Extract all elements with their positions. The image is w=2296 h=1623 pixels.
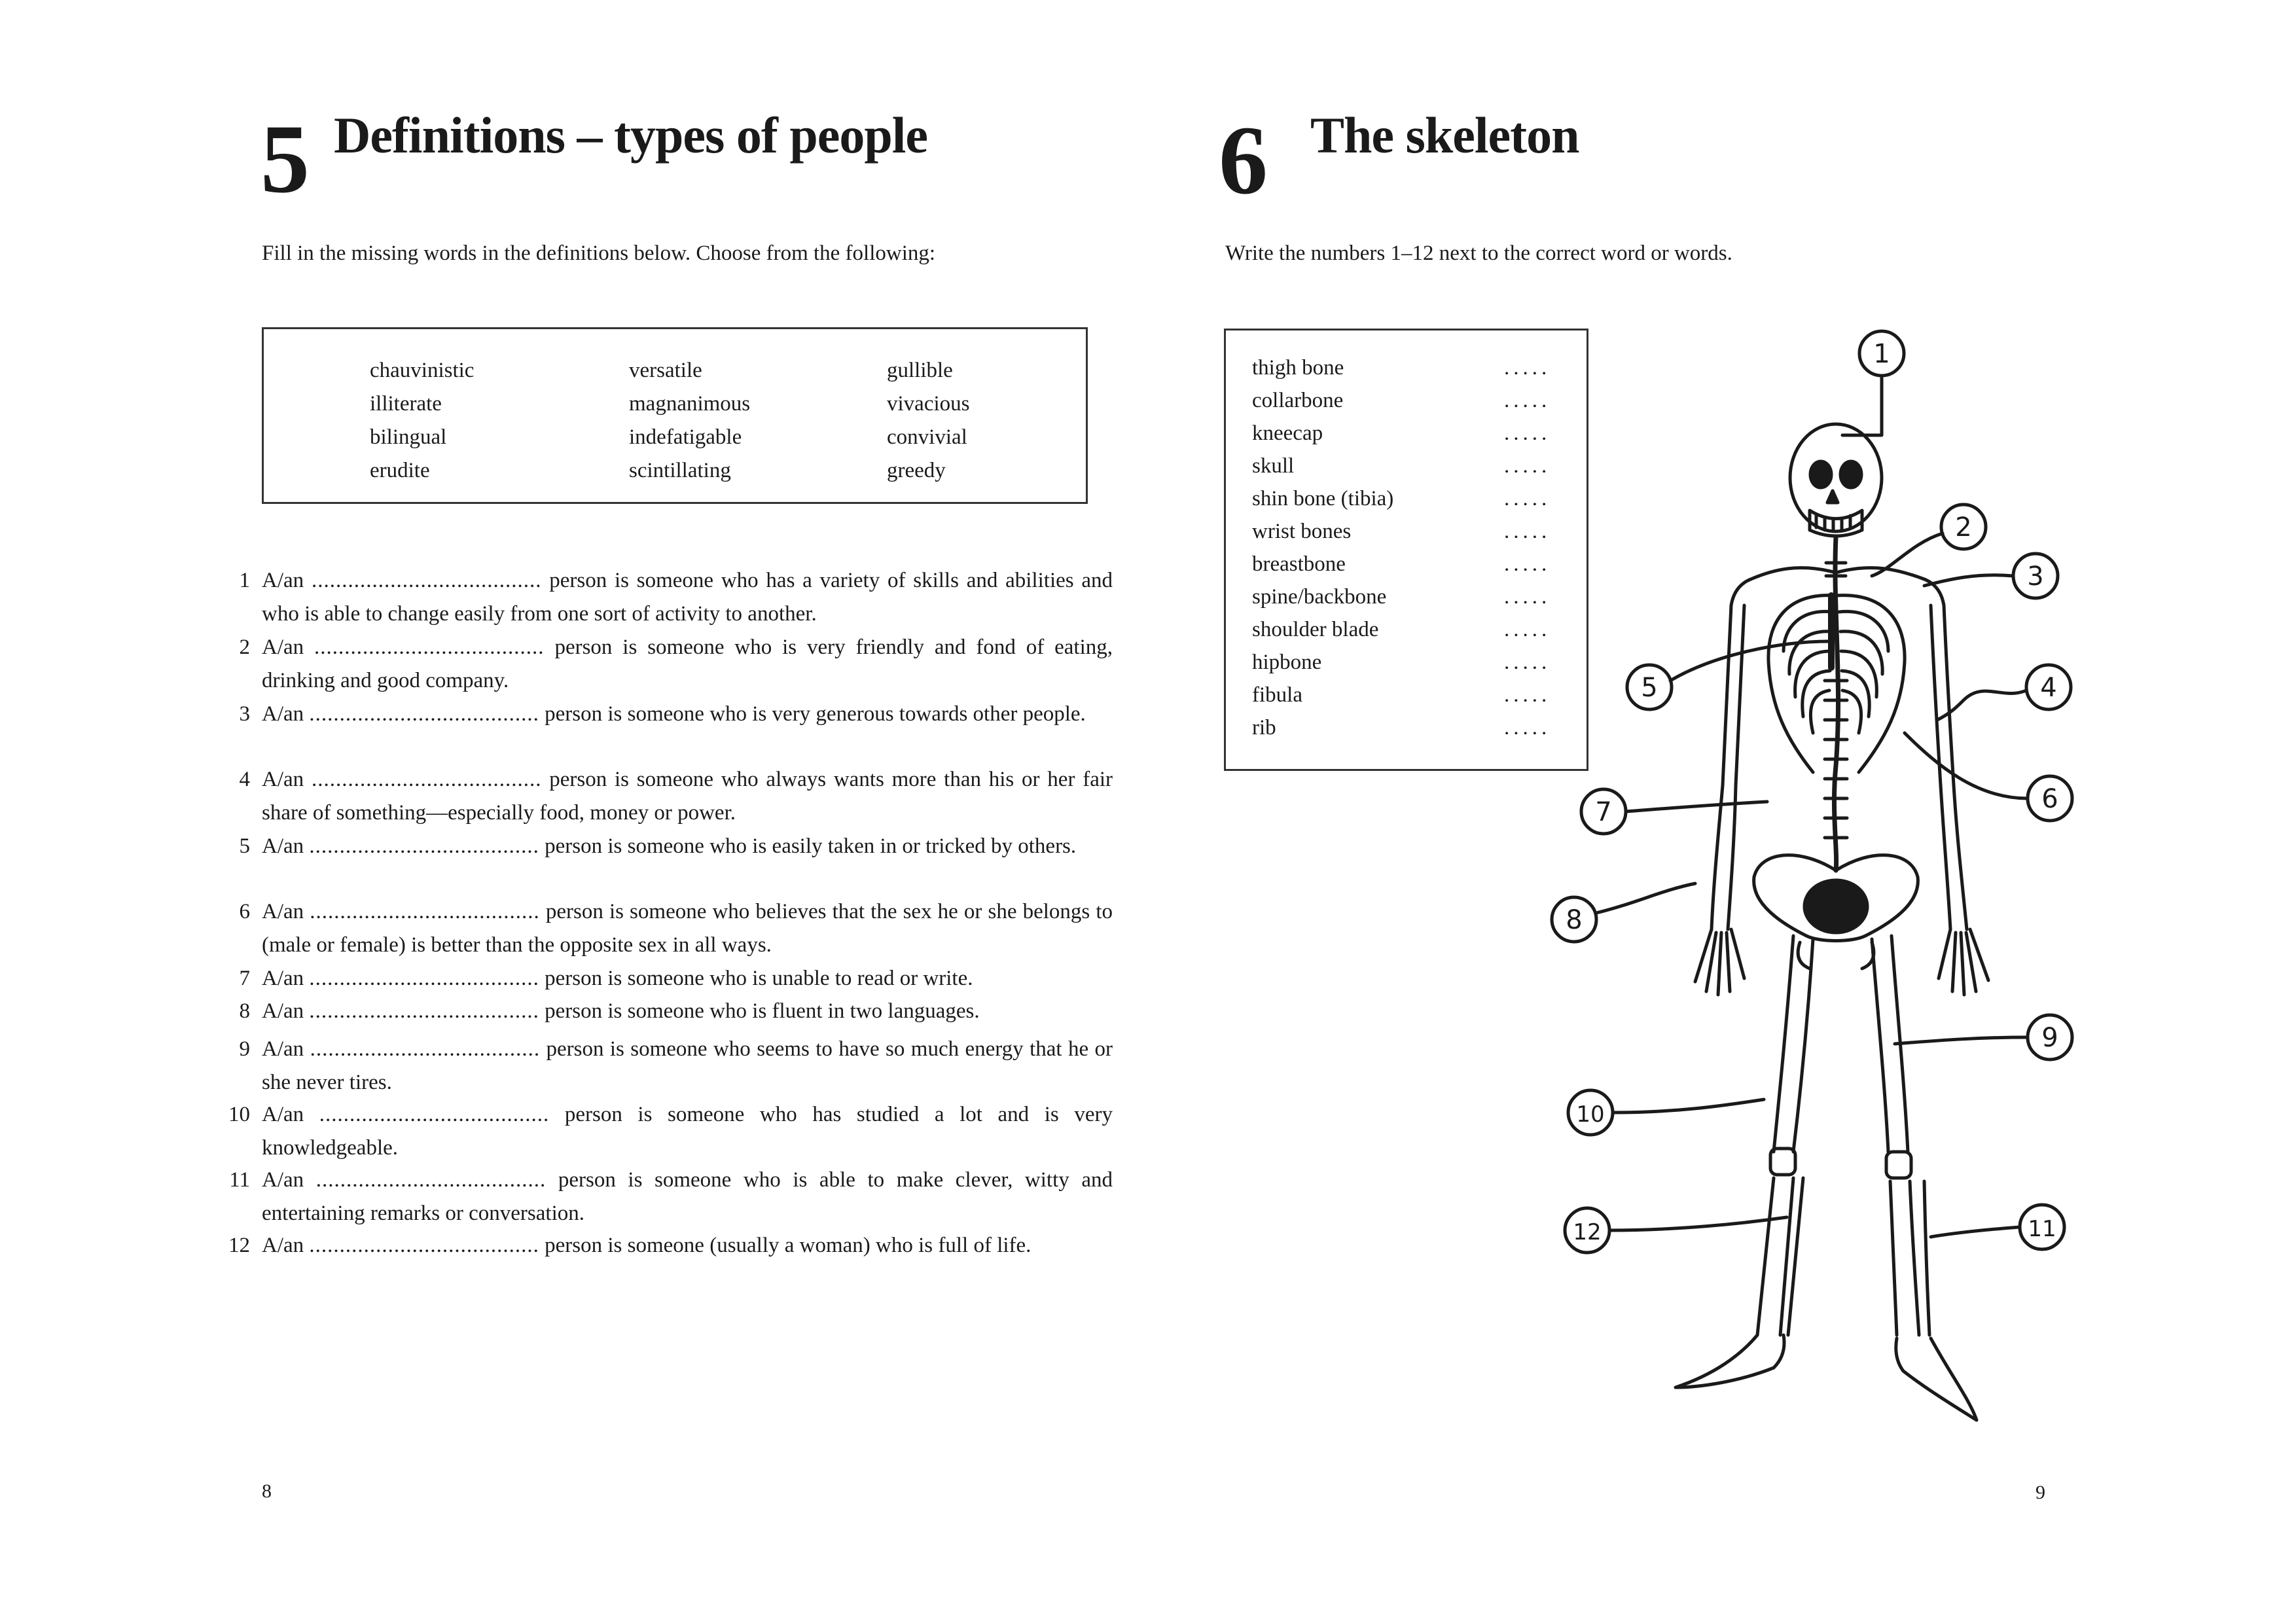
question-number: 8 [239,999,250,1023]
page-number-left: 8 [262,1480,272,1502]
question-number: 11 [229,1168,250,1192]
bone-answer-blank[interactable]: ..... [1504,552,1551,576]
section-6-title: The skeleton [1310,107,1579,164]
question-number: 7 [239,967,250,990]
question-number: 2 [239,635,250,659]
question-3 [239,698,1113,731]
question-prefix: A/an [262,999,304,1023]
section-5-number: 5 [260,105,310,213]
section-6-number: 6 [1219,106,1268,215]
bone-name: skull [1252,454,1295,478]
question-8 [239,995,1113,1028]
bone-name: wrist bones [1252,520,1352,543]
word-choice-box [262,327,1088,504]
bone-answer-blank[interactable]: ..... [1504,389,1551,412]
callout-label-9: 9 [2041,1023,2058,1053]
bone-name: shin bone (tibia) [1252,487,1394,510]
bone-answer-blank[interactable]: ..... [1504,716,1551,740]
question-prefix: A/an [262,1234,304,1257]
question-number: 3 [239,702,250,726]
question-number: 5 [239,834,250,858]
bone-answer-blank[interactable]: ..... [1504,454,1551,478]
question-prefix: A/an [262,702,304,726]
question-number: 10 [228,1103,250,1126]
bone-answer-blank[interactable]: ..... [1504,585,1551,609]
callout-label-11: 11 [2028,1216,2056,1242]
question-2 [239,631,1113,698]
question-text: person is someone who is very friendly and fond of eating, drinking and good company. [262,635,1113,692]
section-5-title: Definitions – types of people [334,107,927,164]
skull-drawing [1790,424,1882,536]
callout-label-7: 7 [1595,797,1612,827]
answer-blank[interactable]: ...................................... [309,967,539,990]
callout-label-4: 4 [2040,673,2057,703]
word-option: indefatigable [629,425,742,449]
question-7 [239,962,1113,995]
callout-label-5: 5 [1641,673,1658,703]
question-text: person is someone who has a variety of skills and abilities and who is able to change easily from one sort of activity to another. [262,569,1113,626]
question-text: person is someone who is unable to read or write. [545,967,973,990]
callout-label-6: 6 [2041,784,2058,814]
word-column-3 [887,354,969,488]
bone-name: spine/backbone [1252,585,1387,609]
question-text: person is someone who has studied a lot and is very knowledgeable. [262,1103,1113,1160]
bone-name: hipbone [1252,651,1322,674]
word-option: greedy [887,459,946,482]
bone-name: breastbone [1252,552,1346,576]
question-number: 9 [239,1037,250,1061]
callout-label-3: 3 [2027,562,2044,592]
section-6-instruction: Write the numbers 1–12 next to the correct word or words. [1225,241,1732,265]
answer-blank[interactable]: ...................................... [309,834,539,858]
bone-answer-blank[interactable]: ..... [1504,683,1551,707]
word-option: convivial [887,425,967,449]
callout-label-12: 12 [1573,1219,1602,1245]
question-5 [239,830,1113,863]
question-12 [228,1229,1113,1262]
question-prefix: A/an [262,768,304,791]
bone-name: shoulder blade [1252,618,1379,641]
word-column-2 [629,354,750,488]
bone-answer-blank[interactable]: ..... [1504,356,1551,380]
question-text: person is someone (usually a woman) who is full of life. [545,1234,1031,1257]
question-text: person is someone who is easily taken in or tricked by others. [545,834,1077,858]
callout-label-8: 8 [1566,905,1583,935]
question-prefix: A/an [262,1103,304,1126]
question-6 [239,895,1113,962]
question-prefix: A/an [262,1037,304,1061]
question-text: person is someone who is very generous towards other people. [545,702,1086,726]
page-number-right: 9 [2036,1482,2045,1503]
question-text: person is someone who is able to make clever, witty and entertaining remarks or conversation. [262,1168,1113,1225]
answer-blank[interactable]: ...................................... [311,768,542,791]
bone-name: rib [1252,716,1276,740]
question-text: person is someone who always wants more than his or her fair share of something—especially food, money or power. [262,768,1113,825]
word-option: magnanimous [629,392,751,416]
question-prefix: A/an [262,834,304,858]
question-number: 12 [228,1234,250,1257]
question-text: person is someone who is fluent in two languages. [545,999,980,1023]
skeleton-illustration [1505,314,2094,1427]
word-option: chauvinistic [370,359,475,382]
callout-label-2: 2 [1955,512,1972,543]
word-option: gullible [887,359,953,382]
bone-answer-blank[interactable]: ..... [1504,487,1551,510]
question-prefix: A/an [262,569,304,592]
bone-name: collarbone [1252,389,1344,412]
bone-answer-blank[interactable]: ..... [1504,421,1551,445]
answer-blank[interactable]: ...................................... [310,1037,541,1061]
legs-drawing [1676,936,1977,1420]
question-11 [229,1164,1113,1230]
question-10 [228,1098,1113,1165]
answer-blank[interactable]: ...................................... [309,702,539,726]
word-option: bilingual [370,425,447,449]
word-option: illiterate [370,392,442,416]
bone-answer-blank[interactable]: ..... [1504,618,1551,641]
word-option: vivacious [887,392,970,416]
bone-answer-blank[interactable]: ..... [1504,651,1551,674]
question-number: 1 [239,569,250,592]
question-text: person is someone who believes that the sex he or she belongs to (male or female) is better than the opposite sex in all ways. [262,900,1113,957]
answer-blank[interactable]: ...................................... [311,569,542,592]
bone-name: kneecap [1252,421,1323,445]
answer-blank[interactable]: ...................................... [319,1103,550,1126]
question-9 [239,1033,1113,1099]
answer-blank[interactable]: ...................................... [309,1234,539,1257]
question-number: 6 [239,900,250,923]
question-1 [239,564,1113,631]
question-prefix: A/an [262,967,304,990]
answer-blank[interactable]: ...................................... [315,1168,547,1192]
question-text: person is someone who seems to have so much energy that he or she never tires. [262,1037,1113,1094]
section-5-instruction: Fill in the missing words in the definitions below. Choose from the following: [262,241,936,265]
answer-blank[interactable]: ...................................... [310,900,540,923]
question-prefix: A/an [262,900,304,923]
callout-label-1: 1 [1873,339,1890,369]
answer-blank[interactable]: ...................................... [314,635,545,659]
question-number: 4 [239,768,250,791]
bone-name: thigh bone [1252,356,1344,380]
word-column-1 [370,354,474,488]
bone-name: fibula [1252,683,1302,707]
spine-drawing [1834,537,1838,870]
word-option: versatile [629,359,702,382]
word-option: erudite [370,459,430,482]
answer-blank[interactable]: ...................................... [309,999,539,1023]
question-prefix: A/an [262,635,304,659]
question-4 [239,763,1113,830]
callout-label-10: 10 [1576,1101,1605,1128]
word-option: scintillating [629,459,731,482]
bone-answer-blank[interactable]: ..... [1504,520,1551,543]
question-prefix: A/an [262,1168,304,1192]
